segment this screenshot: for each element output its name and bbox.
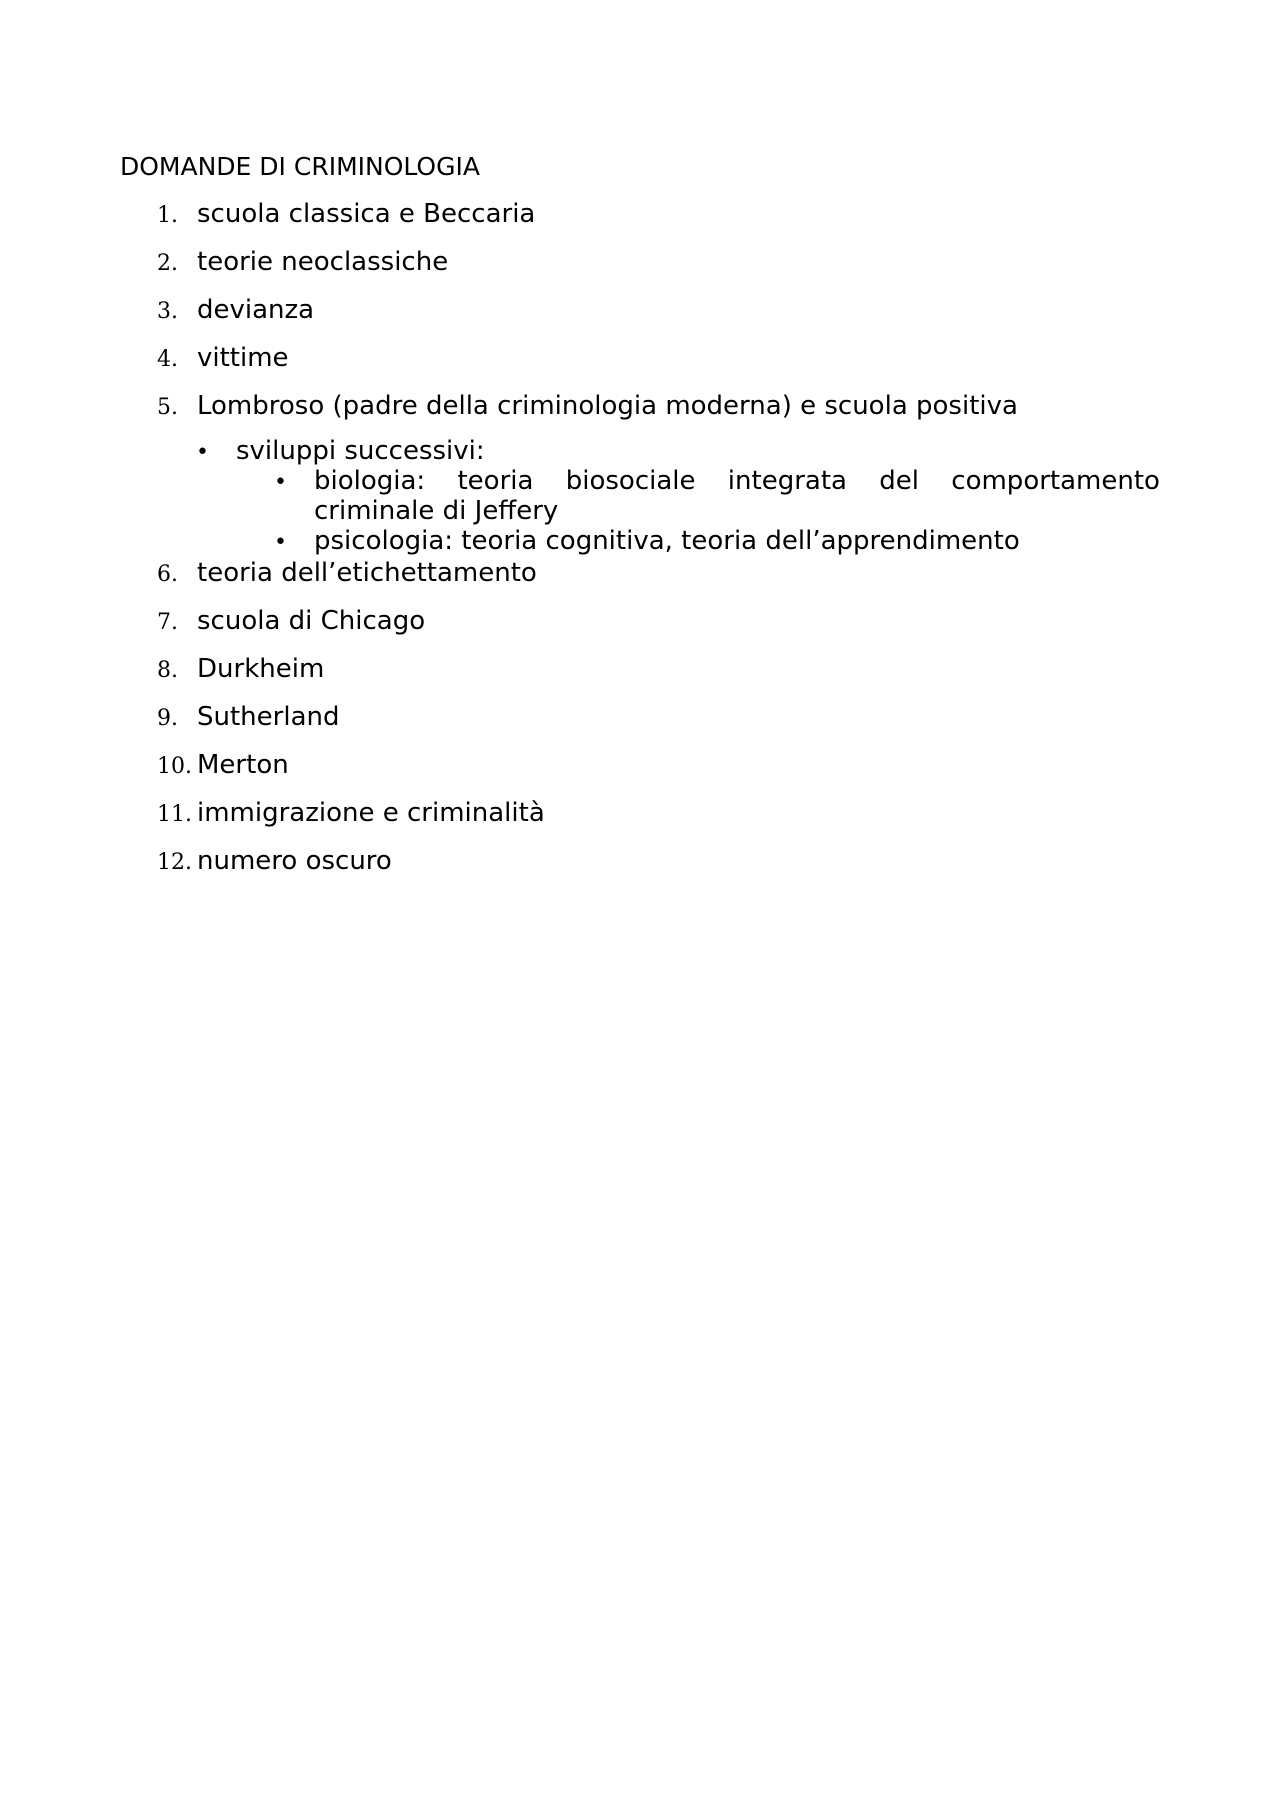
list-item-text: Sutherland [197,702,340,732]
list-number: 2. [157,251,178,276]
list-number: 8. [157,658,178,683]
list-item [0,652,1280,686]
list-item-text: Durkheim [197,654,325,684]
word: integrata [727,466,847,496]
list-item-text: Merton [197,750,289,780]
sublist-item-biologia [314,466,1160,526]
sublist-label: sviluppi successivi: [236,436,485,466]
list-item [0,197,1280,231]
sublist-item-psicologia: psicologia: teoria cognitiva, teoria dell’apprendimento [314,526,1020,556]
list-item [0,389,1280,423]
list-item-text: teoria dell’etichettamento [197,558,537,588]
list-number: 11. [157,802,192,827]
list-item-text: Lombroso (padre della criminologia moderna) e scuola positiva [197,391,1018,421]
list-item-text: numero oscuro [197,846,392,876]
bullet-marker: • [196,440,209,465]
word: del [879,466,919,496]
list-item [0,796,1280,830]
list-number: 12. [157,850,192,875]
list-number: 10. [157,754,192,779]
sublist-item-continuation: criminale di Jeffery [314,496,559,526]
list-item-text: vittime [197,343,289,373]
list-number: 9. [157,706,178,731]
list-number: 5. [157,395,178,420]
list-item-text: scuola di Chicago [197,606,426,636]
word: biologia: [314,466,426,496]
list-item [0,245,1280,279]
list-item [0,700,1280,734]
bullet-marker: • [274,470,287,495]
list-item [0,341,1280,375]
document-title: DOMANDE DI CRIMINOLOGIA [120,152,480,181]
list-item [0,293,1280,327]
list-item [0,604,1280,638]
list-item-text: scuola classica e Beccaria [197,199,536,229]
list-number: 6. [157,562,178,587]
list-item-text: devianza [197,295,315,325]
word: teoria [457,466,534,496]
list-number: 1. [157,203,178,228]
bullet-marker: • [274,530,287,555]
list-item [0,748,1280,782]
word: biosociale [565,466,696,496]
list-number: 7. [157,610,178,635]
list-item-text: teorie neoclassiche [197,247,449,277]
list-number: 3. [157,299,178,324]
list-item [0,556,1280,590]
list-number: 4. [157,347,178,372]
word: comportamento [951,466,1160,496]
list-item [0,844,1280,878]
list-item-text: immigrazione e criminalità [197,798,545,828]
